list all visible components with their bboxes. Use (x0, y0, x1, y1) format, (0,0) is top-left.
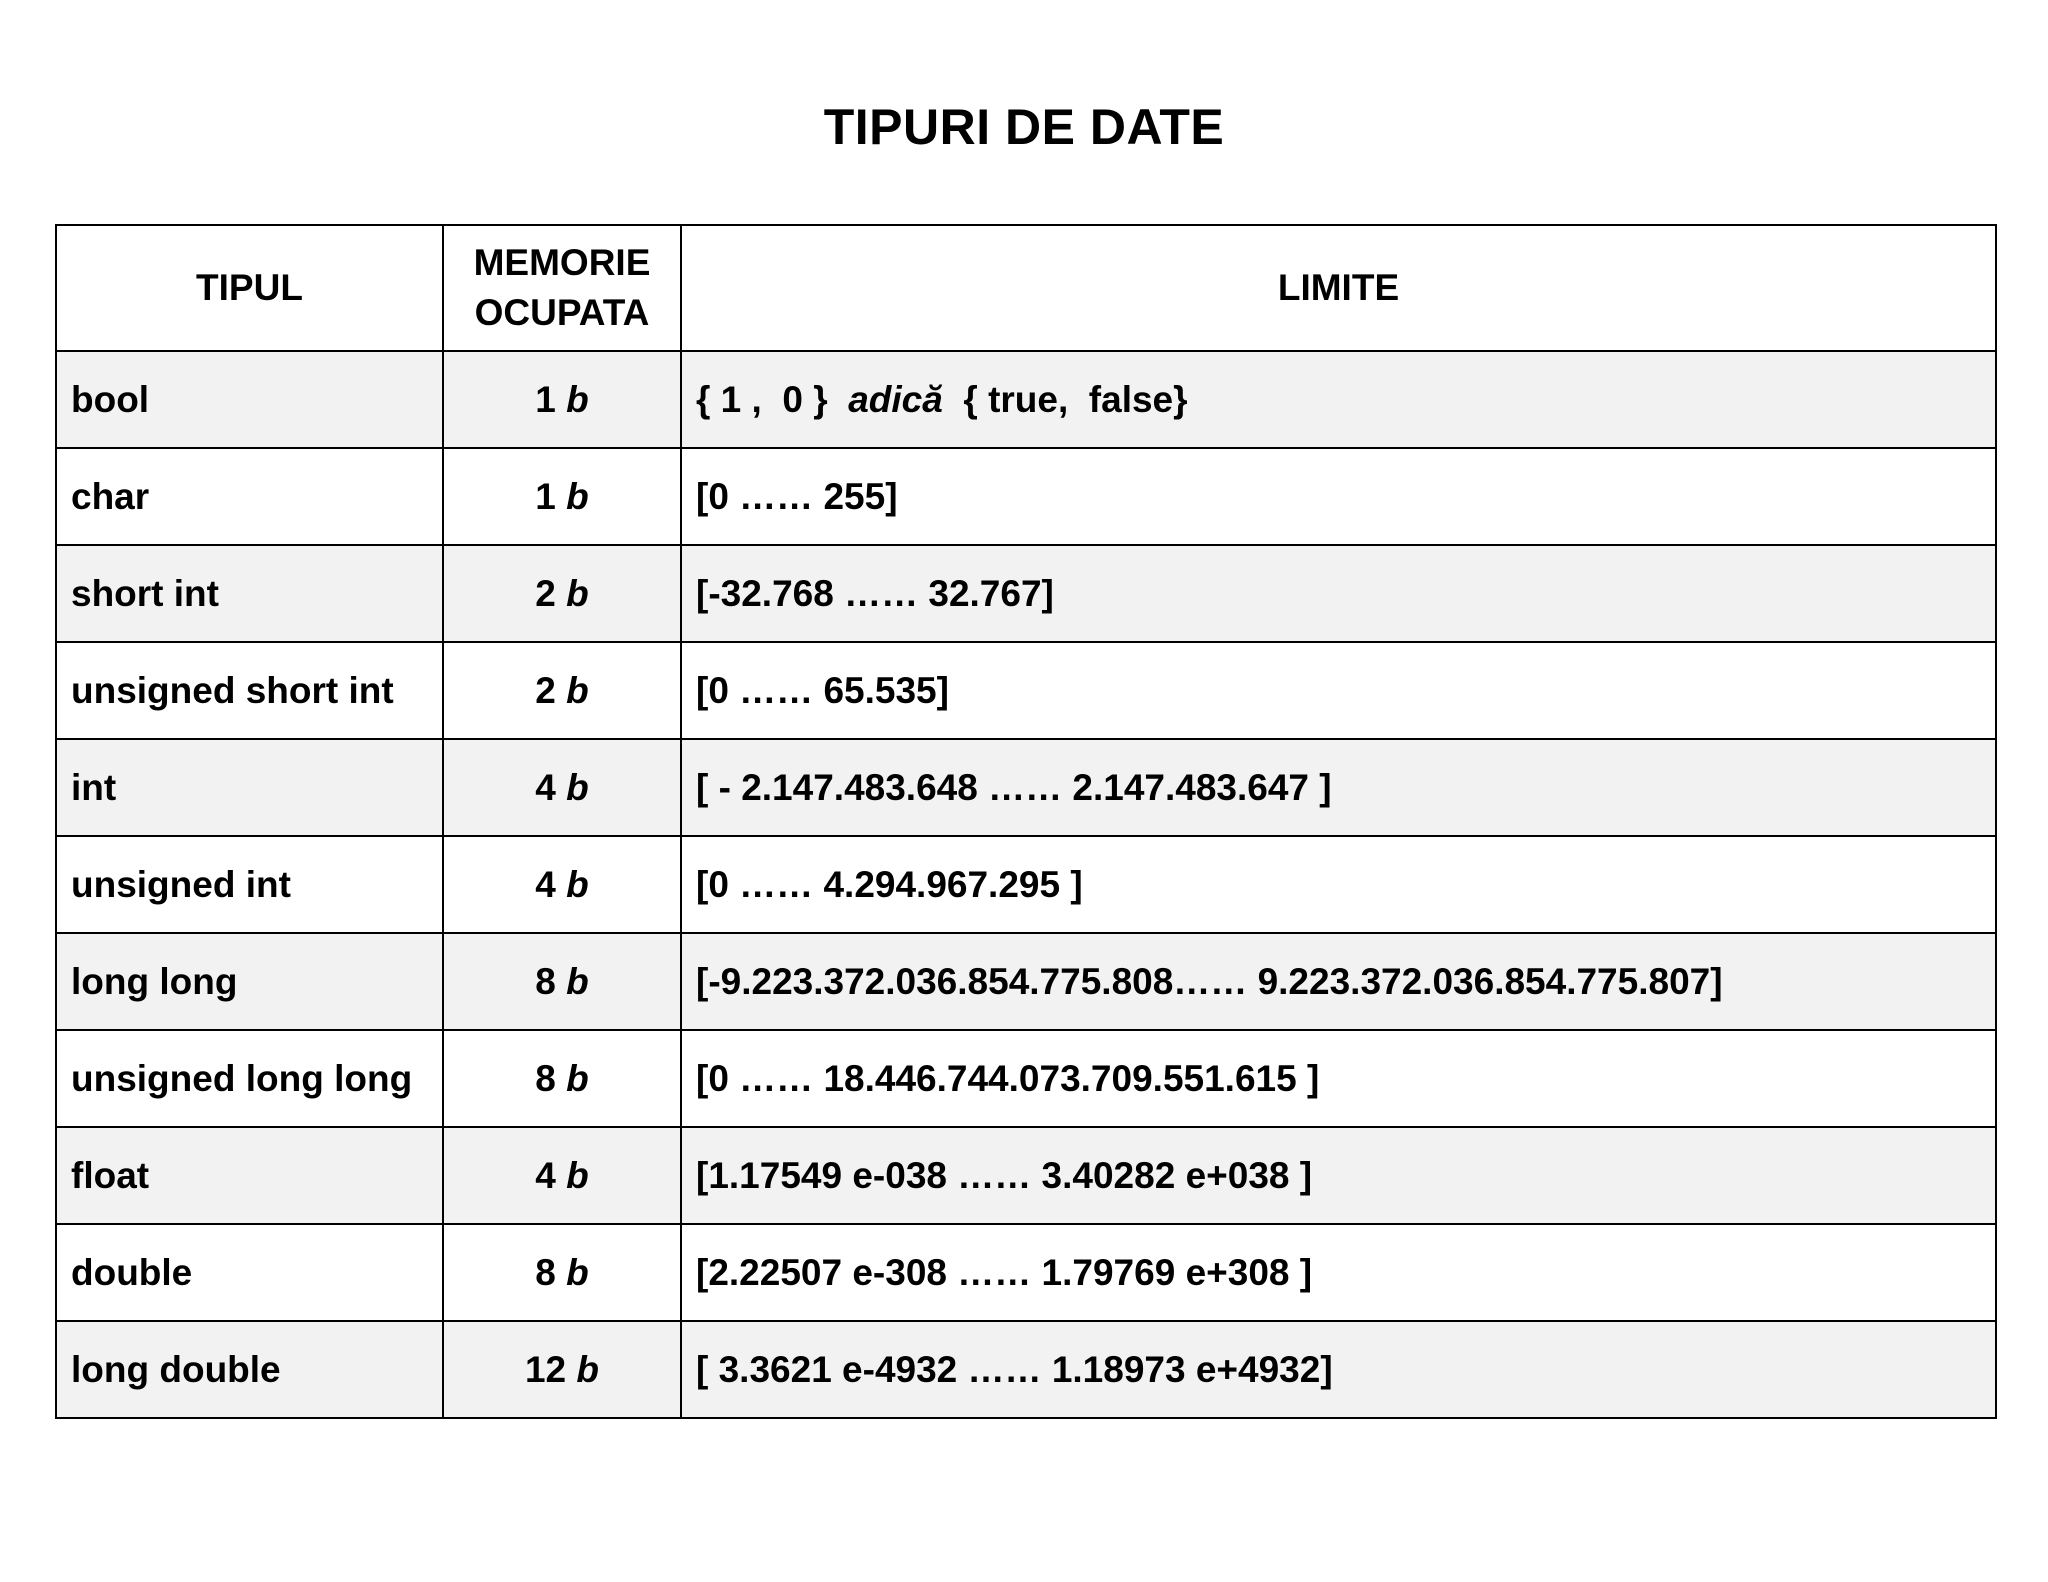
cell-limits: [-9.223.372.036.854.775.808…… 9.223.372.036.854.775.807] (681, 933, 1996, 1030)
cell-memory (443, 1321, 681, 1418)
limits-boolean: { true, false} (942, 378, 1188, 420)
cell-limits: [1.17549 e-038 …… 3.40282 e+038 ] (681, 1127, 1996, 1224)
header-memory-line2: OCUPATA (474, 292, 650, 333)
memory-size: 2 (535, 669, 556, 711)
cell-limits: [0 …… 4.294.967.295 ] (681, 836, 1996, 933)
data-types-table (55, 224, 1997, 1419)
cell-type: unsigned int (56, 836, 443, 933)
cell-limits: [0 …… 18.446.744.073.709.551.615 ] (681, 1030, 1996, 1127)
cell-memory (443, 933, 681, 1030)
cell-limits: [2.22507 e-308 …… 1.79769 e+308 ] (681, 1224, 1996, 1321)
memory-size: 2 (535, 572, 556, 614)
table-row (56, 739, 1996, 836)
table-row (56, 933, 1996, 1030)
cell-type: long long (56, 933, 443, 1030)
memory-unit: b (566, 863, 589, 905)
memory-unit: b (566, 1057, 589, 1099)
cell-memory (443, 545, 681, 642)
cell-memory (443, 448, 681, 545)
memory-size: 4 (535, 863, 556, 905)
table-row (56, 1030, 1996, 1127)
memory-unit: b (566, 669, 589, 711)
header-limits: LIMITE (681, 225, 1996, 351)
memory-unit: b (566, 572, 589, 614)
header-type: TIPUL (56, 225, 443, 351)
cell-type: bool (56, 351, 443, 448)
memory-unit: b (566, 378, 589, 420)
table-row (56, 642, 1996, 739)
memory-size: 4 (535, 766, 556, 808)
table-row (56, 351, 1996, 448)
memory-unit: b (566, 960, 589, 1002)
memory-unit: b (566, 475, 589, 517)
memory-size: 12 (524, 1348, 567, 1390)
cell-limits: [ 3.3621 e-4932 …… 1.18973 e+4932] (681, 1321, 1996, 1418)
memory-size: 8 (535, 1057, 556, 1099)
table-row (56, 1224, 1996, 1321)
table-row (56, 836, 1996, 933)
table-row (56, 448, 1996, 545)
cell-limits (681, 351, 1996, 448)
cell-memory (443, 1030, 681, 1127)
cell-memory (443, 351, 681, 448)
cell-memory (443, 739, 681, 836)
table-row (56, 1321, 1996, 1418)
memory-unit: b (576, 1348, 600, 1390)
memory-size: 1 (535, 475, 556, 517)
table-header-row (56, 225, 1996, 351)
table-row (56, 545, 1996, 642)
cell-memory (443, 1127, 681, 1224)
header-memory (443, 225, 681, 351)
cell-type: double (56, 1224, 443, 1321)
limits-note: adică (848, 378, 943, 420)
memory-size: 4 (535, 1154, 556, 1196)
cell-limits: [ - 2.147.483.648 …… 2.147.483.647 ] (681, 739, 1996, 836)
page-title: TIPURI DE DATE (823, 99, 1225, 155)
limits-values: { 1 , 0 } (696, 378, 849, 420)
table-row (56, 1127, 1996, 1224)
cell-memory (443, 836, 681, 933)
cell-type: float (56, 1127, 443, 1224)
cell-memory (443, 1224, 681, 1321)
memory-size: 1 (535, 378, 556, 420)
cell-type: int (56, 739, 443, 836)
cell-type: unsigned short int (56, 642, 443, 739)
memory-size: 8 (535, 960, 556, 1002)
cell-limits: [-32.768 …… 32.767] (681, 545, 1996, 642)
header-memory-line1: MEMORIE (473, 242, 651, 283)
cell-memory (443, 642, 681, 739)
memory-unit: b (566, 1154, 589, 1196)
cell-type: short int (56, 545, 443, 642)
memory-unit: b (566, 766, 589, 808)
cell-limits: [0 …… 255] (681, 448, 1996, 545)
cell-limits: [0 …… 65.535] (681, 642, 1996, 739)
cell-type: char (56, 448, 443, 545)
cell-type: long double (56, 1321, 443, 1418)
cell-type: unsigned long long (56, 1030, 443, 1127)
memory-size: 8 (535, 1251, 556, 1293)
memory-unit: b (566, 1251, 589, 1293)
